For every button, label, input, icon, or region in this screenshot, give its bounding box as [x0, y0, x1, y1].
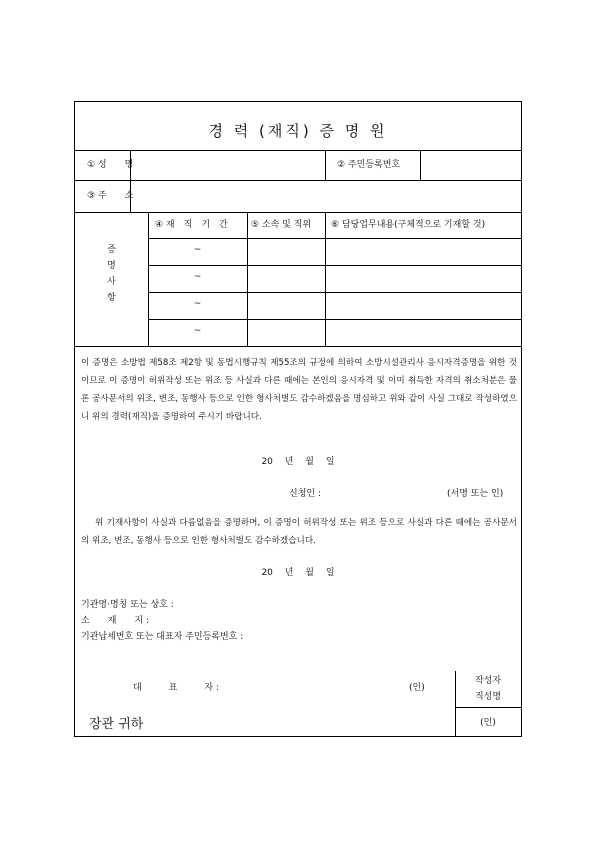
- divider: [325, 150, 326, 180]
- rrn-label: ② 주민등록번호: [337, 160, 401, 170]
- divider: [420, 150, 421, 180]
- representative-seal: (인): [409, 683, 425, 693]
- form-title: 경 력 (재직) 증 명 원: [208, 122, 388, 140]
- address-field[interactable]: [133, 183, 518, 209]
- addressee: 장관 귀하: [89, 717, 144, 732]
- certificate-form: [74, 101, 522, 737]
- divider: [148, 265, 521, 266]
- org-id-label: 기관납세번호 또는 대표자 주민등록번호 :: [81, 632, 244, 642]
- writer-label: 작성자: [474, 676, 502, 686]
- period-header: ④ 재 직 기 간: [155, 220, 228, 230]
- date-line: 20 년 월 일: [261, 568, 335, 578]
- period-row[interactable]: ~: [193, 299, 202, 309]
- divider: [75, 180, 521, 181]
- representative-label: 대 표 자 :: [133, 683, 219, 693]
- divider: [325, 212, 326, 346]
- period-row[interactable]: ~: [193, 272, 202, 282]
- divider: [75, 150, 521, 151]
- org-name-label: 기관명·명칭 또는 상호 :: [81, 600, 174, 610]
- applicant-label: 신청인 :: [289, 489, 321, 499]
- divider: [148, 319, 521, 320]
- date-line: 20 년 월 일: [261, 457, 335, 467]
- period-row[interactable]: ~: [193, 326, 202, 336]
- divider: [455, 707, 521, 708]
- period-row[interactable]: ~: [193, 245, 202, 255]
- dept-header: ⑤ 소속 및 직위: [251, 220, 312, 230]
- location-label: 소 재 지 :: [81, 616, 149, 626]
- name-field[interactable]: [133, 153, 322, 177]
- address-label: ③ 주 소: [87, 191, 134, 201]
- name-label: ① 성 명: [87, 160, 134, 170]
- applicant-signature: (서명 또는 인): [447, 489, 504, 499]
- rrn-field[interactable]: [423, 153, 518, 177]
- divider: [75, 212, 521, 213]
- writer-name-label: 직성명: [474, 692, 502, 702]
- divider: [75, 346, 521, 347]
- divider: [148, 238, 521, 239]
- divider: [148, 292, 521, 293]
- declaration-paragraph: 이 증명은 소방법 제58조 제2항 및 동법시행규칙 제55조의 규정에 의하여 소방시설관리사 응시자격증명을 위한 것이므로 이 증명이 허위작성 또는 위조 등 사실과 다른 때에는 본인의 응시자격 및 이미 취득한 자격의 취소처분은 물론 공사문서의 위조, 변조, 동행사 등으로 인한 형사처벌도 감수하겠음을 명심하고 위와 같이 사실 그대로 작성하였으니 위의 경력(재직)을 증명하여 주시기 바랍니다.: [81, 358, 517, 422]
- confirmation-paragraph: 위 기재사항이 사실과 다름없음을 증명하며, 이 증명이 허위작성 또는 위조 등으로 사실과 다른 때에는 공사문서의 위조, 변조, 동행사 등으로 인한 형사처벌도 감수하겠습니다.: [81, 518, 517, 546]
- writer-seal: (인): [480, 718, 496, 728]
- duty-header: ⑥ 담당업무내용(구체적으로 기재할 것): [331, 220, 486, 230]
- divider: [247, 212, 248, 346]
- proof-label: 증 명 사 항: [107, 245, 116, 303]
